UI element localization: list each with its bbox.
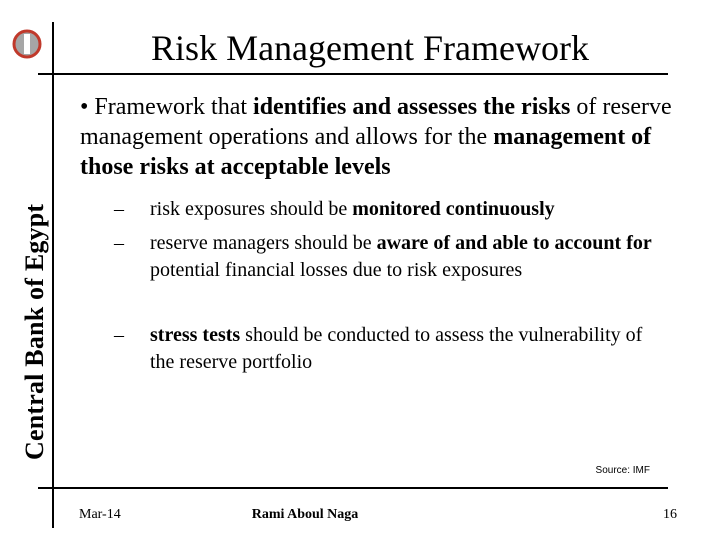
- sub-bullet: – risk exposures should be monitored continuously: [114, 196, 654, 223]
- main-bullet: • Framework that identifies and assesses the risks of reserve management operations and allows for the management of those risks at acceptable levels: [80, 94, 672, 180]
- side-label: Central Bank of Egypt: [20, 203, 49, 460]
- footer-date: Mar-14: [79, 507, 121, 522]
- sub-bullet: – reserve managers should be aware of and able to account for potential financial losses due to risk exposures: [114, 232, 652, 281]
- sub-bullet: – stress tests should be conducted to assess the vulnerability of the reserve portfolio: [114, 324, 643, 373]
- dash-marker: –: [114, 232, 124, 254]
- vertical-rule: [52, 22, 54, 528]
- central-bank-logo-icon: [12, 28, 42, 60]
- page-number: 16: [663, 507, 677, 522]
- dash-marker: –: [114, 198, 124, 220]
- footer-rule: [38, 487, 668, 489]
- footer-author: Rami Aboul Naga: [251, 507, 359, 522]
- title-rule: [38, 73, 668, 75]
- source-note: Source: IMF: [595, 465, 650, 476]
- slide-title: Risk Management Framework: [151, 28, 589, 68]
- dash-marker: –: [114, 324, 124, 346]
